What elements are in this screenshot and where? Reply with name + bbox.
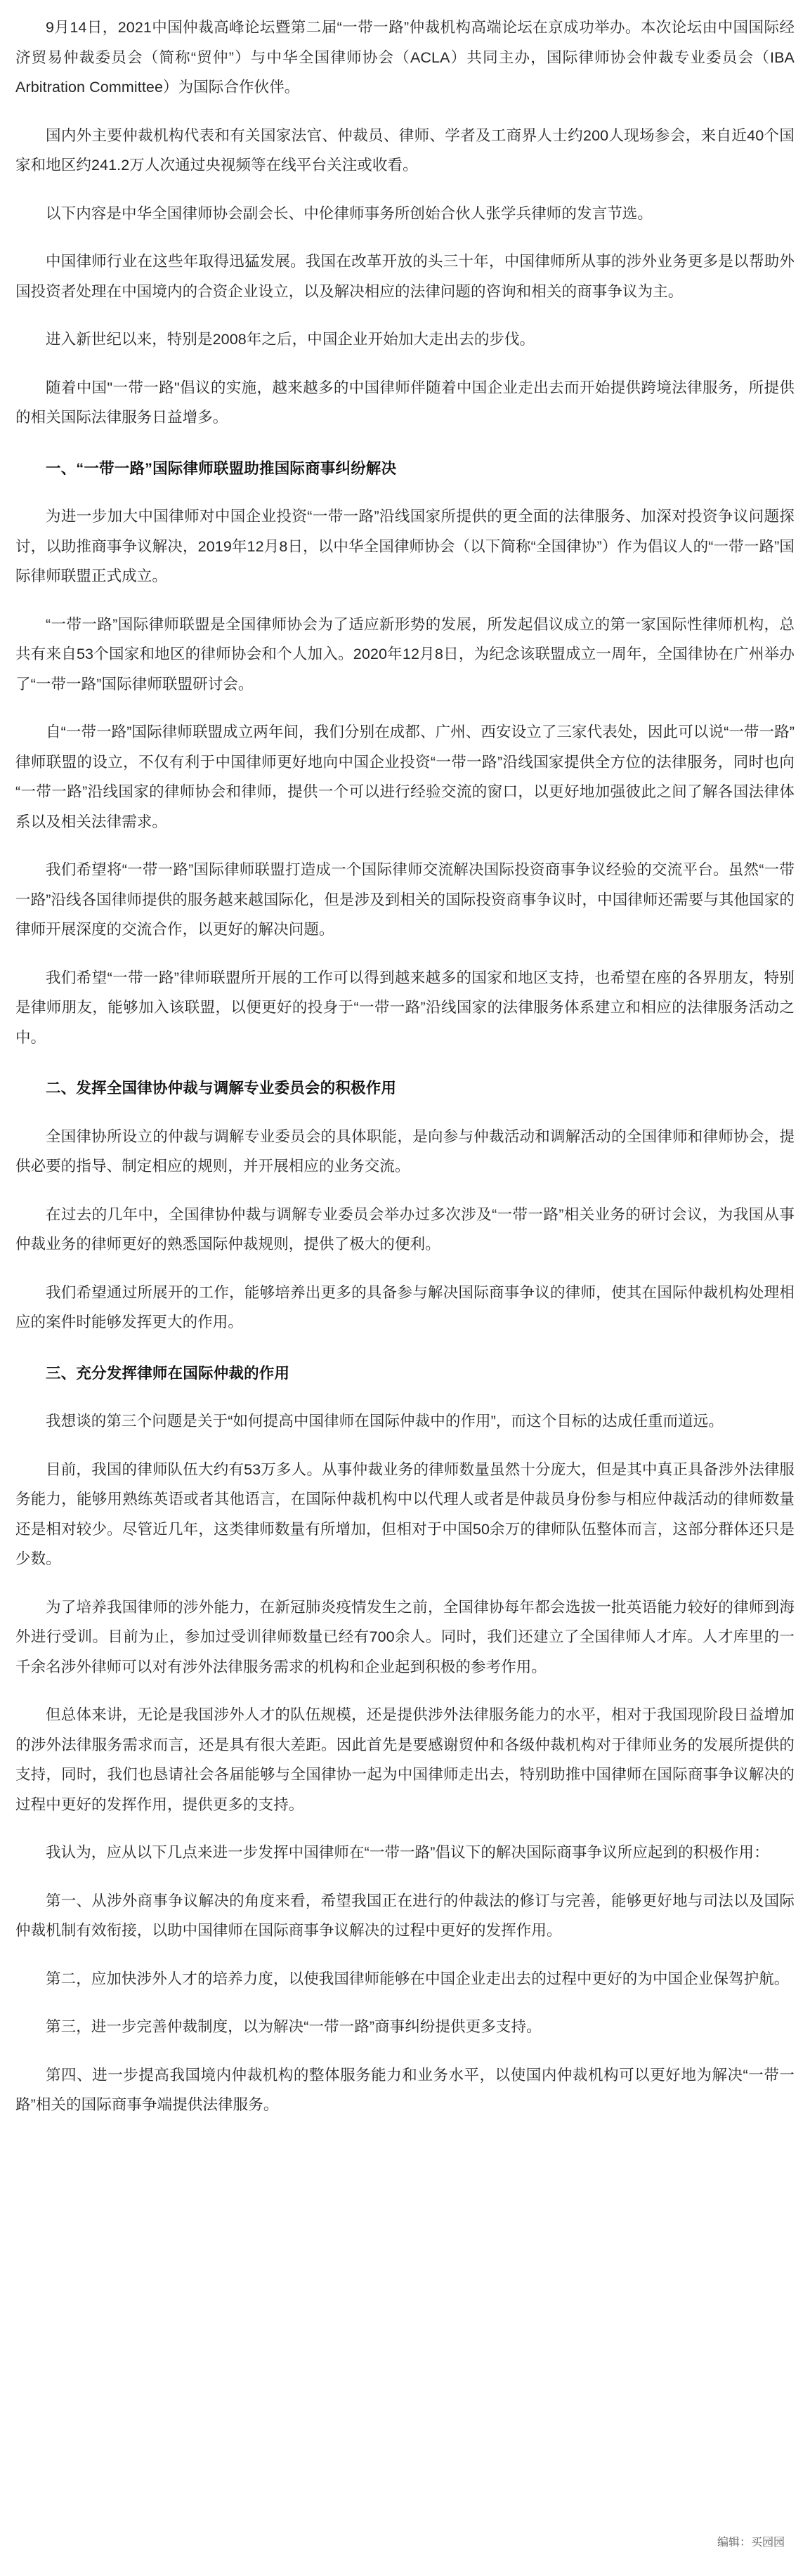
section-heading-two: 二、发挥全国律协仲裁与调解专业委员会的积极作用 <box>46 1080 397 1097</box>
lead-paragraph: 以下内容是中华全国律师协会副会长、中伦律师事务所创始合伙人张学兵律师的发言节选。 <box>46 204 653 222</box>
section-three-paragraph: 我想谈的第三个问题是关于“如何提高中国律师在国际仲裁中的作用”，而这个目标的达成任重而道远。 <box>46 1413 724 1430</box>
lead-paragraph: 国内外主要仲裁机构代表和有关国家法官、仲裁员、律师、学者及工商界人士约200人现场参会，来自近40个国家和地区约241.2万人次通过央视频等在线平台关注或收看。 <box>15 126 795 174</box>
section-two-paragraph: 全国律协所设立的仲裁与调解专业委员会的具体职能，是向参与仲裁活动和调解活动的全国律师和律师协会，提供必要的指导、制定相应的规则，并开展相应的业务交流。 <box>15 1127 795 1175</box>
body-paragraph: 随着中国"一带一路"倡议的实施，越来越多的中国律师伴随着中国企业走出去而开始提供跨境法律服务，所提供的相关国际法律服务日益增多。 <box>15 379 795 426</box>
section-one-paragraph: 我们希望“一带一路”律师联盟所开展的工作可以得到越来越多的国家和地区支持，也希望在座的各界朋友，特别是律师朋友，能够加入该联盟，以便更好的投身于“一带一路”沿线国家的法律服务体系建立和相应的法律服务活动之中。 <box>15 969 795 1046</box>
section-one-paragraph: 我们希望将“一带一路”国际律师联盟打造成一个国际律师交流解决国际投资商事争议经验的交流平台。虽然“一带一路”沿线各国律师提供的服务越来越国际化，但是涉及到相关的国际投资商事争议时，中国律师还需要与其他国家的律师开展深度的交流合作，以更好的解决问题。 <box>15 861 795 938</box>
section-one-paragraph: “一带一路”国际律师联盟是全国律师协会为了适应新形势的发展，所发起倡议成立的第一家国际性律师机构，总共有来自53个国家和地区的律师协会和个人加入。2020年12月8日，为纪念该联盟成立一周年，全国律协在广州举办了“一带一路”国际律师联盟研讨会。 <box>15 615 795 693</box>
section-one-paragraph: 为进一步加大中国律师对中国企业投资“一带一路”沿线国家所提供的更全面的法律服务、加深对投资争议问题探讨，以助推商事争议解决，2019年12月8日，以中华全国律师协会（以下简称“全国律协”）作为倡议人的“一带一路”国际律师联盟正式成立。 <box>15 508 795 584</box>
body-paragraph: 进入新世纪以来，特别是2008年之后，中国企业开始加大走出去的步伐。 <box>46 331 535 348</box>
section-three-list-item: 第三，进一步完善仲裁制度，以为解决“一带一路”商事纠纷提供更多支持。 <box>46 2018 542 2035</box>
lead-paragraph: 9月14日，2021中国仲裁高峰论坛暨第二届“一带一路”仲裁机构高端论坛在京成功举办。本次论坛由中国国际经济贸易仲裁委员会（简称“贸仲”）与中华全国律师协会（ACLA）共同主办，国际律师协会仲裁专业委员会（IBA Arbitration Committee）为国际合作伙伴。 <box>15 19 795 96</box>
section-two-paragraph: 我们希望通过所展开的工作，能够培养出更多的具备参与解决国际商事争议的律师，使其在国际仲裁机构处理相应的案件时能够发挥更大的作用。 <box>15 1283 795 1331</box>
section-heading-three: 三、充分发挥律师在国际仲裁的作用 <box>46 1364 290 1382</box>
section-three-list-item: 第二，应加快涉外人才的培养力度，以使我国律师能够在中国企业走出去的过程中更好的为中国企业保驾护航。 <box>46 1970 790 1987</box>
section-three-list-item: 第四、进一步提高我国境内仲裁机构的整体服务能力和业务水平，以使国内仲裁机构可以更好地为解决“一带一路”相关的国际商事争端提供法律服务。 <box>15 2066 795 2113</box>
article-body <box>15 13 795 2188</box>
bottom-spacer <box>15 2138 795 2188</box>
section-three-paragraph: 我认为，应从以下几点来进一步发挥中国律师在“一带一路”倡议下的解决国际商事争议所应起到的积极作用： <box>46 1844 769 1861</box>
section-heading-one: 一、“一带一路”国际律师联盟助推国际商事纠纷解决 <box>46 459 397 477</box>
section-three-paragraph: 为了培养我国律师的涉外能力，在新冠肺炎疫情发生之前，全国律协每年都会选拔一批英语能力较好的律师到海外进行受训。目前为止，参加过受训律师数量已经有700余人。同时，我们还建立了全国律师人才库。人才库里的一千余名涉外律师可以对有涉外法律服务需求的机构和企业起到积极的参考作用。 <box>15 1598 795 1675</box>
section-three-list-item: 第一、从涉外商事争议解决的角度来看，希望我国正在进行的仲裁法的修订与完善，能够更好地与司法以及国际仲裁机制有效衔接，以助中国律师在国际商事争议解决的过程中更好的发挥作用。 <box>15 1892 795 1939</box>
editor-credit: 编辑：买园园 <box>717 2537 785 2549</box>
body-paragraph: 中国律师行业在这些年取得迅猛发展。我国在改革开放的头三十年，中国律师所从事的涉外业务更多是以帮助外国投资者处理在中国境内的合资企业设立，以及解决相应的法律问题的咨询和相关的商事争议为主。 <box>15 253 795 300</box>
section-three-paragraph: 但总体来讲，无论是我国涉外人才的队伍规模，还是提供涉外法律服务能力的水平，相对于我国现阶段日益增加的涉外法律服务需求而言，还是具有很大差距。因此首先是要感谢贸仲和各级仲裁机构对于律师业务的发展所提供的支持，同时，我们也恳请社会各届能够与全国律协一起为中国律师走出去，特别助推中国律师在国际商事争议解决的过程中更好的发挥作用，提供更多的支持。 <box>15 1706 795 1813</box>
section-two-paragraph: 在过去的几年中，全国律协仲裁与调解专业委员会举办过多次涉及“一带一路”相关业务的研讨会议，为我国从事仲裁业务的律师更好的熟悉国际仲裁规则，提供了极大的便利。 <box>15 1205 795 1253</box>
section-one-paragraph: 自“一带一路”国际律师联盟成立两年间，我们分别在成都、广州、西安设立了三家代表处，因此可以说“一带一路”律师联盟的设立，不仅有利于中国律师更好地向中国企业投资“一带一路”沿线国家提供全方位的法律服务，同时也向“一带一路”沿线国家的律师协会和律师，提供一个可以进行经验交流的窗口，以更好地加强彼此之间了解各国法律体系以及相关法律需求。 <box>15 724 795 830</box>
section-three-paragraph: 目前，我国的律师队伍大约有53万多人。从事仲裁业务的律师数量虽然十分庞大，但是其中真正具备涉外法律服务能力，能够用熟练英语或者其他语言，在国际仲裁机构中以代理人或者是仲裁员身份参与相应仲裁活动的律师数量还是相对较少。尽管近几年，这类律师数量有所增加，但相对于中国50余万的律师队伍整体而言，这部分群体还只是少数。 <box>15 1460 795 1567</box>
